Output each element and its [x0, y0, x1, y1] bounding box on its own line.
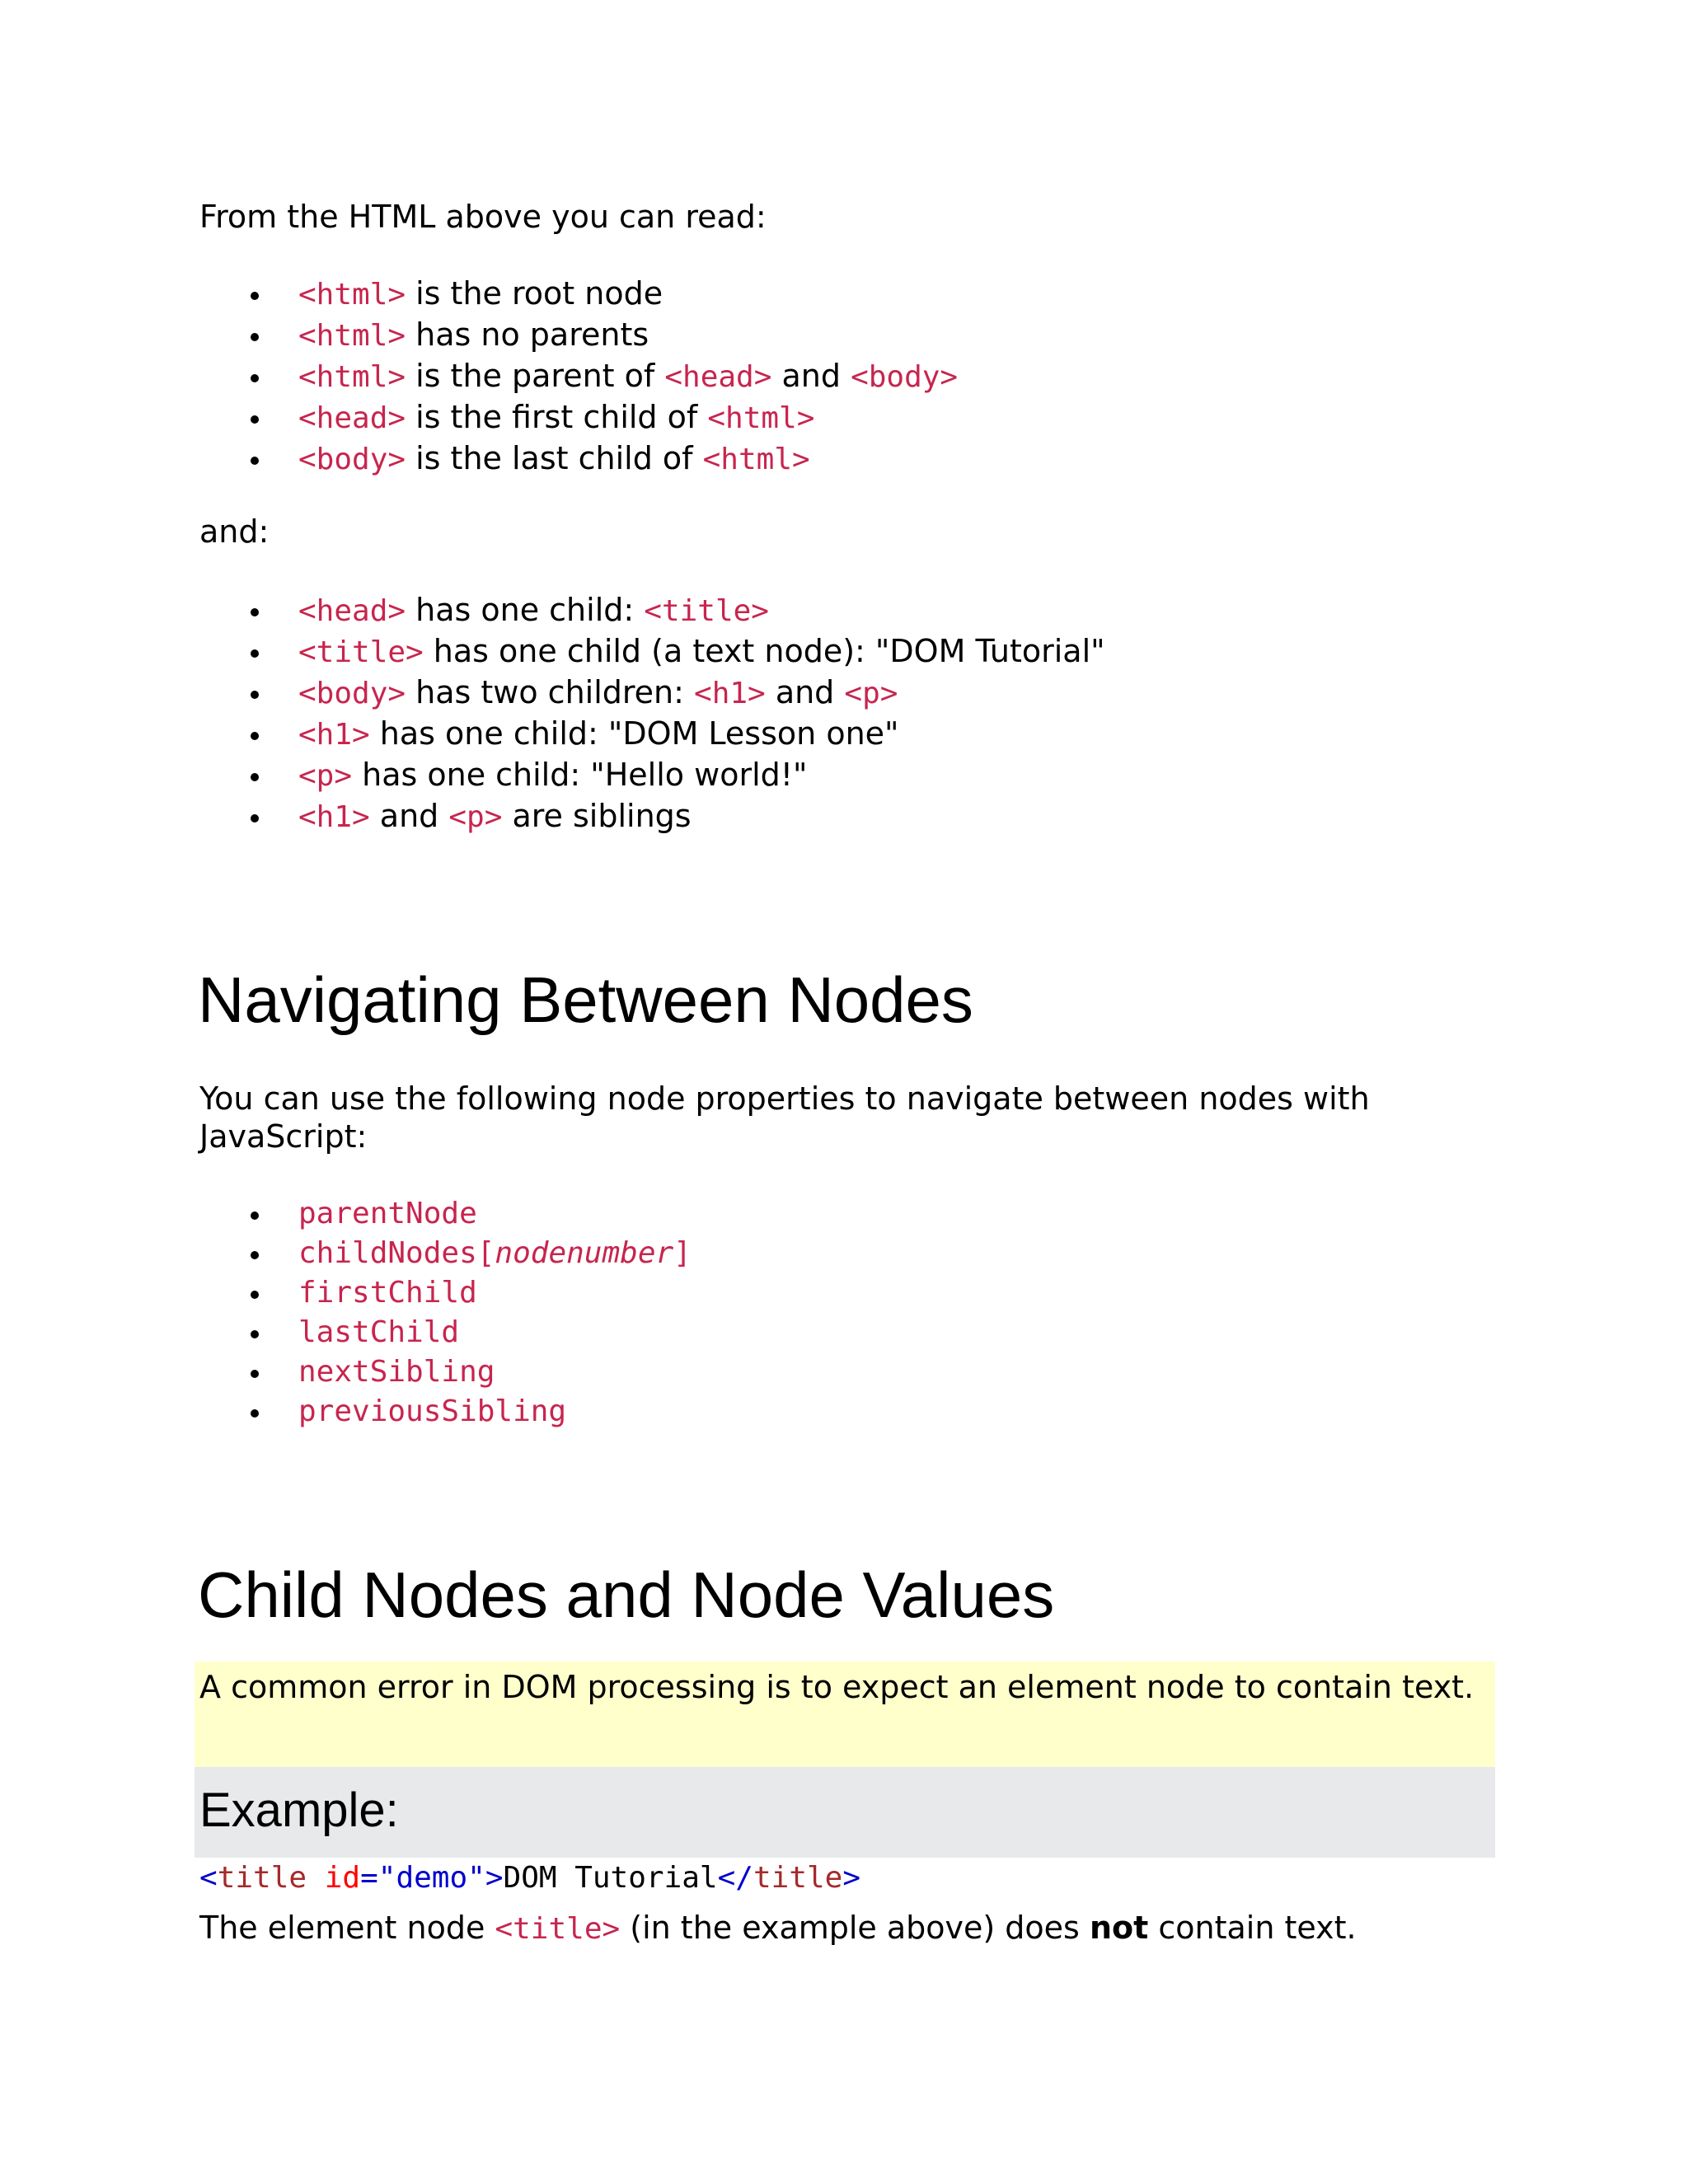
- node-properties-list: [199, 1193, 692, 1431]
- list-item: <p> has one child: "Hello world!": [199, 755, 1105, 796]
- child-node-facts-list: [199, 590, 1105, 837]
- list-item: [199, 1391, 692, 1431]
- list-item: [199, 1193, 692, 1233]
- property-parentnode: parentNode: [298, 1197, 477, 1230]
- list-item: <body> has two children: <h1> and <p>: [199, 673, 1105, 714]
- list-item: <html> is the root node: [199, 274, 958, 315]
- list-item: <title> has one child (a text node): "DOM Tutorial": [199, 631, 1105, 673]
- and-label: and:: [199, 513, 270, 550]
- code-html: <html>: [702, 443, 810, 476]
- intro-paragraph: From the HTML above you can read:: [199, 199, 767, 235]
- final-paragraph: The element node <title> (in the example above) does not contain text.: [199, 1910, 1357, 1946]
- example-code: <title id="demo">DOM Tutorial</title>: [199, 1861, 861, 1895]
- property-previoussibling: previousSibling: [298, 1394, 567, 1428]
- navigating-paragraph: You can use the following node properties to navigate between nodes with JavaScript:: [199, 1080, 1370, 1155]
- list-item: <body> is the last child of <html>: [199, 438, 958, 480]
- list-item: [199, 1352, 692, 1391]
- property-nextsibling: nextSibling: [298, 1355, 495, 1389]
- code-html: <html>: [298, 360, 406, 394]
- example-header: [195, 1767, 1495, 1858]
- list-item: [199, 1272, 692, 1312]
- list-item: <html> is the parent of <head> and <body>: [199, 356, 958, 397]
- list-item: [199, 1233, 692, 1272]
- code-html: <html>: [298, 278, 406, 312]
- code-head: <head>: [298, 401, 406, 435]
- code-head: <head>: [664, 360, 772, 394]
- code-html: <html>: [298, 319, 406, 353]
- heading-child-nodes-and-node-values: Child Nodes and Node Values: [198, 1558, 1055, 1631]
- example-label: Example:: [199, 1783, 399, 1837]
- code-title: <title>: [495, 1912, 621, 1946]
- note-text: A common error in DOM processing is to expect an element node to contain text.: [199, 1669, 1475, 1705]
- bold-not: not: [1089, 1910, 1149, 1946]
- heading-navigating-between-nodes: Navigating Between Nodes: [198, 963, 973, 1036]
- list-item: <head> has one child: <title>: [199, 590, 1105, 631]
- code-body: <body>: [851, 360, 959, 394]
- property-firstchild: firstChild: [298, 1276, 477, 1310]
- property-lastchild: lastChild: [298, 1315, 460, 1349]
- property-childnodes: childNodes[nodenumber]: [298, 1236, 692, 1270]
- code-html: <html>: [707, 401, 815, 435]
- list-item: <h1> and <p> are siblings: [199, 796, 1105, 837]
- code-body: <body>: [298, 443, 406, 476]
- list-item: <h1> has one child: "DOM Lesson one": [199, 714, 1105, 755]
- list-item: <html> has no parents: [199, 315, 958, 356]
- note-box: [195, 1661, 1495, 1767]
- root-node-facts-list: [199, 274, 958, 480]
- list-item: <head> is the first child of <html>: [199, 397, 958, 438]
- list-item: [199, 1312, 692, 1352]
